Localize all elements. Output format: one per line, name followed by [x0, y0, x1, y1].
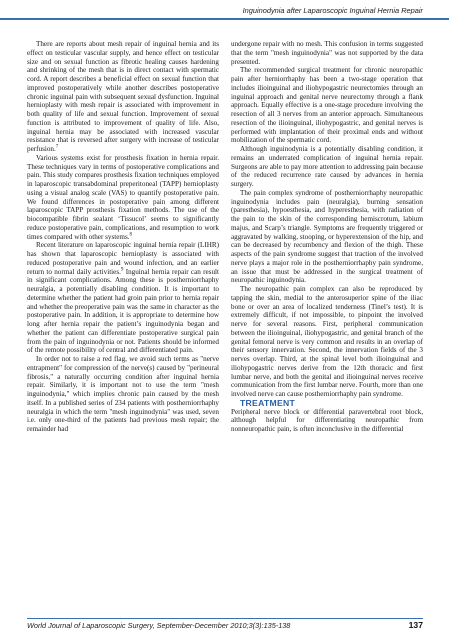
paragraph: Various systems exist for prosthesis fixation in hernia repair. These techniques vary in terms of postoperative complications and pain. This study compares prosthesis fixation techniques employed in laparoscopic transabdominal preperitoneal (TAPP) hernioplasty using a visual analog scale (VAS) to quantify postoperative pain. We found differences in postoperative pain among different laparoscopic TAPP prosthesis fixation methods. The use of the biocompatible fibrin sealant ‘Tissucol’ seems to significantly reduce postoperative pain, complications, and resumption to work times compared with other systems.$^8$ [27, 153, 219, 241]
right-column [231, 40, 423, 434]
page-footer [27, 618, 423, 632]
section-heading: TREATMENT [240, 397, 296, 408]
footer-rule [27, 618, 423, 619]
paragraph: The recommended surgical treatment for chronic neuropathic pain after herniorrhaphy has been a two-stage operation that includes ilioinguinal and iliohypogastric neurectomies through an inguinal approach and genital nerve neurectomy through a flank approach. Equally effective is a one-stage procedure involving the resection of all 3 nerves from an anterior approach. Simultaneous resection of the ilioinguinal, iliohypogastric, and genital nerves is performed with implantation of their proximal ends and without mobilization of the spermatic cord. [231, 66, 423, 145]
paragraph: The neuropathic pain complex can also be reproduced by tapping the skin, medial to the anterosuperior spine of the iliac bone or over an area of localized tenderness (Tinel’s test). It is extremely difficult, if not impossible, to pinpoint the involved nerve for several reasons. First, peripheral communication between the ilioinguinal, iliohypogastric, and genital branch of the genital femoral nerve is very common and results in an overlap of their sensory innervation. Second, the innervation fields of the 3 nerves overlap. Third, at the spinal level both ilioinguinal and iliohypogastric nerves derive from the 12th thoracic and first lumbar nerve, and both the genital and ilioinguinal nerves receive communication from the first lumbar nerve. Fourth, more than one involved nerve can cause postherniorrhaphy pain syndrome. [231, 285, 423, 398]
paragraph: Recent literature on laparoscopic inguinal hernia repair (LIHR) has shown that laparoscopic hernioplasty is associated with reduced postoperative pain and wound infection, and an earlier return to normal daily activities.$^9$ Inguinal hernia repair can result in significant complications. Among these is postherniorrhaphy neuralgia, a potentially disabling condition. It is important to determine whether the patient had groin pain prior to hernia repair and whether the preoperative pain was the same in character as the postoperative pain. In addition, it is appropriate to determine how long after hernia repair the patient’s inguinodynia began and whether the patient can differentiate postoperative surgical pain from the pain of inguinodynia or not. Patients should be informed of the remote possibility of central and differentiated pain. [27, 241, 219, 355]
paragraph: Peripheral nerve block or differential paravertebral root block, although helpful for differentiating neuropathic from nonneuropathic pain, is often inconclusive in the differential [231, 407, 423, 433]
paragraph: The pain complex syndrome of postherniorrhaphy neuropathic inguinodynia includes pain (neuralgia), burning sensation (paresthesia), hypoesthesia, and hyperesthesia, with radiation of the pain to the skin of the corresponding hemiscrotum, labium majus, and Scarp’s triangle. Symptoms are frequently triggered or aggravated by walking, stooping, or hyperextension of the hip, and can be decreased by recumbency and flexion of the thigh. These aspects of the pain syndrome suggest that traction of the involved nerve plays a major role in the postherniorrhaphy pain syndrome, an issue that must be addressed in the surgical treatment of neuropathic inguinodynia. [231, 188, 423, 285]
paragraph: There are reports about mesh repair of inguinal hernia and its effect on testicular vascular supply, and hence effect on testicular size and on sexual function as fibrotic healing causes hardening and shrinking of the mesh that is in direct contact with spermatic cord. A report describes a beneficial effect on sexual function that improved postoperatively while another describes postoperative chronic inguinal pain with subsequent sexual dysfunction. Inguinal hernioplasty with mesh repair is associated with improvement in both quality of life and sexual function. Improvement of sexual function is attributed to improvement of quality of life. Also, inguinal hernia may be associated with increased vascular resistance that is reversed after surgery with increase of testicular perfusion.$^7$ [27, 40, 219, 153]
left-column [27, 40, 219, 434]
reference-mark: 7 [55, 144, 59, 150]
header-rule [0, 18, 449, 20]
running-title: Inguinodynia after Laparoscopic Inguinal Hernia Repair [242, 6, 423, 15]
paragraph: undergone repair with no mesh. This confusion in terms suggested that the term "mesh inguinodynia" was not supported by the data presented. [231, 40, 423, 66]
journal-citation: World Journal of Laparoscopic Surgery, September-December 2010;3(3):135-138 [27, 621, 291, 630]
reference-mark: 8 [129, 232, 133, 238]
running-header [0, 6, 449, 18]
paragraph: In order not to raise a red flag, we avoid such terms as "nerve entrapment" for compression of the nerve(s) caused by "perineural fibrosis," a naturally occurring condition after inguinal hernia repair. Similarly, it is important not to use the term "mesh inguinodynia," which implies chronic pain caused by the mesh itself. In a published series of 234 patients with postherniorrhaphy neuralgia in which the term "mesh inguinodynia" was used, seven i.e. only one-third of the patients had previous mesh repair; the remainder had [27, 355, 219, 433]
reference-mark: 9 [120, 267, 124, 273]
paragraph: Although inguinodynia is a potentially disabling condition, it remains an underrated complication of inguinal hernia repair. Surgeons are able to pay more attention to addressing pain because of the reduced recurrence rate caused by advances in hernia surgery. [231, 145, 423, 188]
page-number: 137 [408, 620, 423, 630]
